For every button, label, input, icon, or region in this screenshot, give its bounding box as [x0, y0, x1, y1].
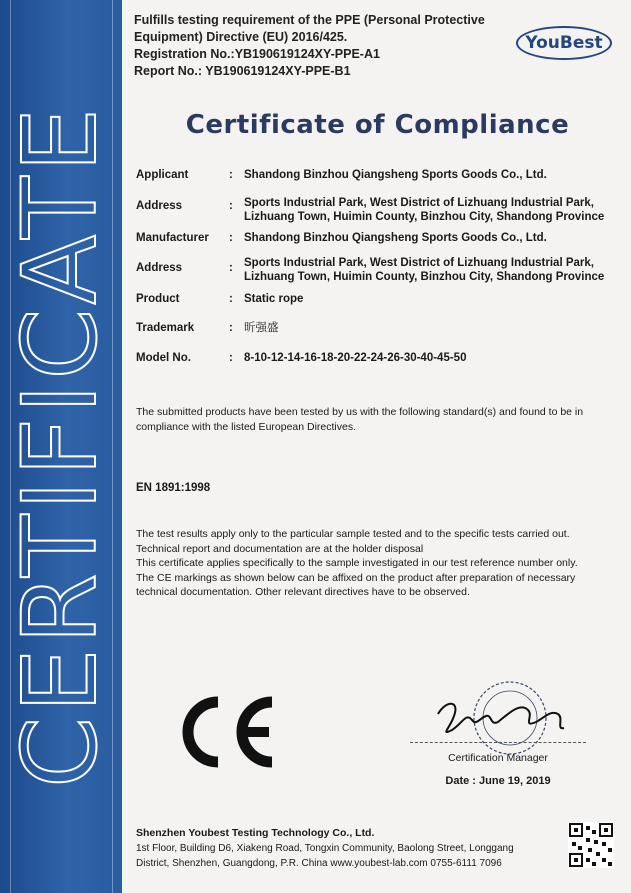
footer-company: Shenzhen Youbest Testing Technology Co., Ltd.: [136, 827, 375, 839]
compliance-statement: The submitted products have been tested by us with the following standard(s) and found to be in compliance with the listed European Directives.: [136, 406, 584, 433]
note-line: This certificate applies specifically to the sample investigated in our test reference number only.: [136, 557, 578, 569]
registration-number: Registration No.:YB190619124XY-PPE-A1: [134, 47, 380, 61]
note-line: Technical report and documentation are at the holder disposal: [136, 542, 424, 555]
report-number: Report No.: YB190619124XY-PPE-B1: [134, 64, 351, 78]
certificate-title: Certificate of Compliance: [185, 110, 570, 140]
field-label: Address: [136, 262, 183, 274]
field-value: 昕强盛: [244, 322, 279, 334]
field-value: Shandong Binzhou Qiangsheng Sports Goods Co., Ltd.: [244, 232, 547, 244]
seal-icon: [474, 682, 546, 754]
field-colon: :: [229, 322, 233, 334]
footer-address-line-2: District, Shenzhen, Guangdong, P.R. China www.youbest-lab.com 0755-6111 7096: [136, 858, 502, 869]
issue-date: Date : June 19, 2019: [445, 775, 551, 787]
signature-line: [410, 742, 586, 743]
directive-line-2: Equipment) Directive (EU) 2016/425.: [134, 30, 348, 44]
field-value: 8-10-12-14-16-18-20-22-24-26-30-40-45-50: [244, 352, 467, 364]
header-block: [134, 12, 514, 80]
field-label: Product: [136, 293, 180, 305]
qr-code-icon: [568, 822, 614, 868]
youbest-logo: YouBest: [516, 26, 612, 60]
field-colon: :: [229, 232, 233, 244]
notes-block: [136, 527, 616, 600]
field-label: Manufacturer: [136, 232, 209, 244]
field-colon: :: [229, 293, 233, 305]
footer-address-line-1: 1st Floor, Building D6, Xiakeng Road, Tongxin Community, Baolong Street, Longgang: [136, 843, 514, 854]
field-value: Shandong Binzhou Qiangsheng Sports Goods Co., Ltd.: [244, 169, 547, 181]
field-label: Applicant: [136, 169, 189, 181]
field-colon: :: [229, 200, 233, 212]
field-value: Static rope: [244, 293, 304, 305]
directive-line-1: Fulfills testing requirement of the PPE (Personal Protective: [134, 13, 485, 27]
field-label: Model No.: [136, 352, 191, 364]
certificate-vertical-word: CERTIFICATE: [1, 103, 120, 789]
test-standard: EN 1891:1998: [136, 482, 211, 494]
certificate-side-banner: [0, 0, 122, 893]
field-value: Sports Industrial Park, West District of Lizhuang Industrial Park, Lizhuang Town, Huimin County, Binzhou City, Shandong Province: [244, 197, 605, 223]
footer: [136, 826, 556, 871]
field-value: Sports Industrial Park, West District of Lizhuang Industrial Park, Lizhuang Town, Huimin County, Binzhou City, Shandong Province: [244, 257, 605, 283]
field-label: Address: [136, 200, 183, 212]
field-colon: :: [229, 262, 233, 274]
signatory-role: Certification Manager: [448, 752, 548, 764]
field-label: Trademark: [136, 322, 195, 334]
signature-and-seal: [410, 680, 590, 760]
field-colon: :: [229, 352, 233, 364]
field-colon: :: [229, 169, 233, 181]
note-line: The CE markings as shown below can be affixed on the product after preparation of necessary technical documentation. Other relevant directives have to be observed.: [136, 571, 576, 598]
note-line: The test results apply only to the particular sample tested and to the specific tests carried out.: [136, 528, 570, 540]
ce-mark-icon: [172, 692, 282, 772]
